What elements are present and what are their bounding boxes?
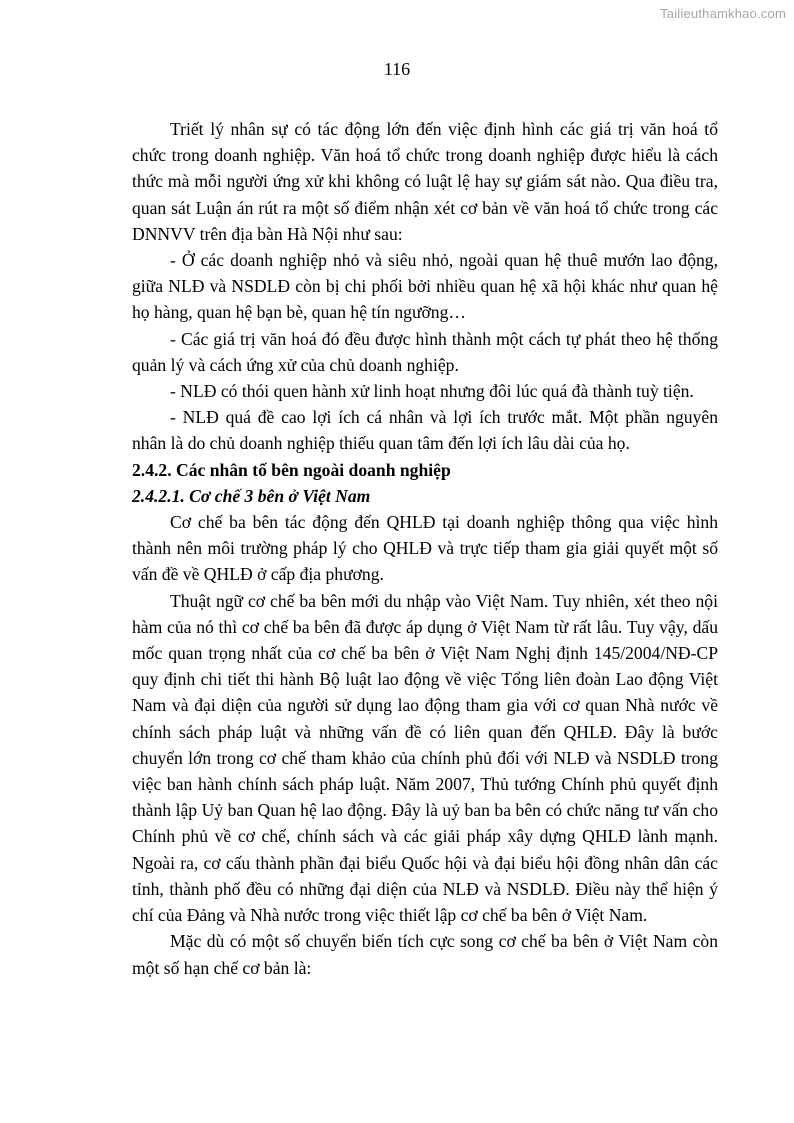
paragraph: Thuật ngữ cơ chế ba bên mới du nhập vào Việt Nam. Tuy nhiên, xét theo nội hàm của nó thì cơ chế ba bên đã được áp dụng ở Việt Nam từ rất lâu. Tuy vậy, dấu mốc quan trọng nhất của cơ chế ba bên ở Việt Nam Nghị định 145/2004/NĐ-CP quy định chi tiết thi hành Bộ luật lao động về việc Tổng liên đoàn Lao động Việt Nam và đại diện của người sử dụng lao động tham gia với cơ quan Nhà nước về chính sách pháp luật và những vấn đề có liên quan đến QHLĐ. Đây là bước chuyển lớn trong cơ chế tham khảo của chính phủ đối với NLĐ và NSDLĐ trong việc ban hành chính sách pháp luật. Năm 2007, Thủ tướng Chính phủ quyết định thành lập Uỷ ban Quan hệ lao động. Đây là uỷ ban ba bên có chức năng tư vấn cho Chính phủ về cơ chế, chính sách và các giải pháp xây dựng QHLĐ lành mạnh. Ngoài ra, cơ cấu thành phần đại biểu Quốc hội và đại biểu hội đồng nhân dân các tỉnh, thành phố đều có những đại diện của NLĐ và NSDLĐ. Điều này thể hiện ý chí của Đảng và Nhà nước trong việc thiết lập cơ chế ba bên ở Việt Nam. [132,590,718,926]
page-number: 116 [383,59,411,79]
list-item: - Ở các doanh nghiệp nhỏ và siêu nhỏ, ngoài quan hệ thuê mướn lao động, giữa NLĐ và NSDLĐ còn bị chi phối bởi nhiều quan hệ xã hội khác như quan hệ họ hàng, quan hệ bạn bè, quan hệ tín ngưỡng… [132,250,718,323]
paragraph: Triết lý nhân sự có tác động lớn đến việc định hình các giá trị văn hoá tổ chức trong doanh nghiệp. Văn hoá tổ chức trong doanh nghiệp được hiểu là cách thức mà mỗi người ứng xử khi không có luật lệ hay sự giám sát nào. Qua điều tra, quan sát Luận án rút ra một số điểm nhận xét cơ bản về văn hoá tổ chức trong các DNNVV trên địa bàn Hà Nội như sau: [132,119,718,244]
section-heading: 2.4.2. Các nhân tố bên ngoài doanh nghiệp [132,459,451,480]
list-item: - NLĐ quá đề cao lợi ích cá nhân và lợi ích trước mắt. Một phần nguyên nhân là do chủ doanh nghiệp thiếu quan tâm đến lợi ích lâu dài của họ. [132,407,718,454]
document-body [132,116,718,981]
paragraph: Cơ chế ba bên tác động đến QHLĐ tại doanh nghiệp thông qua việc hình thành nên môi trường pháp lý cho QHLĐ và trực tiếp tham gia giải quyết một số vấn đề về QHLĐ ở cấp địa phương. [132,512,718,585]
list-item: - NLĐ có thói quen hành xử linh hoạt nhưng đôi lúc quá đà thành tuỳ tiện. [170,381,694,402]
paragraph: Mặc dù có một số chuyển biến tích cực song cơ chế ba bên ở Việt Nam còn một số hạn chế cơ bản là: [132,931,718,978]
subsection-heading: 2.4.2.1. Cơ chế 3 bên ở Việt Nam [132,485,371,506]
list-item: - Các giá trị văn hoá đó đều được hình thành một cách tự phát theo hệ thống quản lý và cách ứng xử của chủ doanh nghiệp. [132,328,718,375]
watermark: Tailieuthamkhao.com [660,6,786,21]
